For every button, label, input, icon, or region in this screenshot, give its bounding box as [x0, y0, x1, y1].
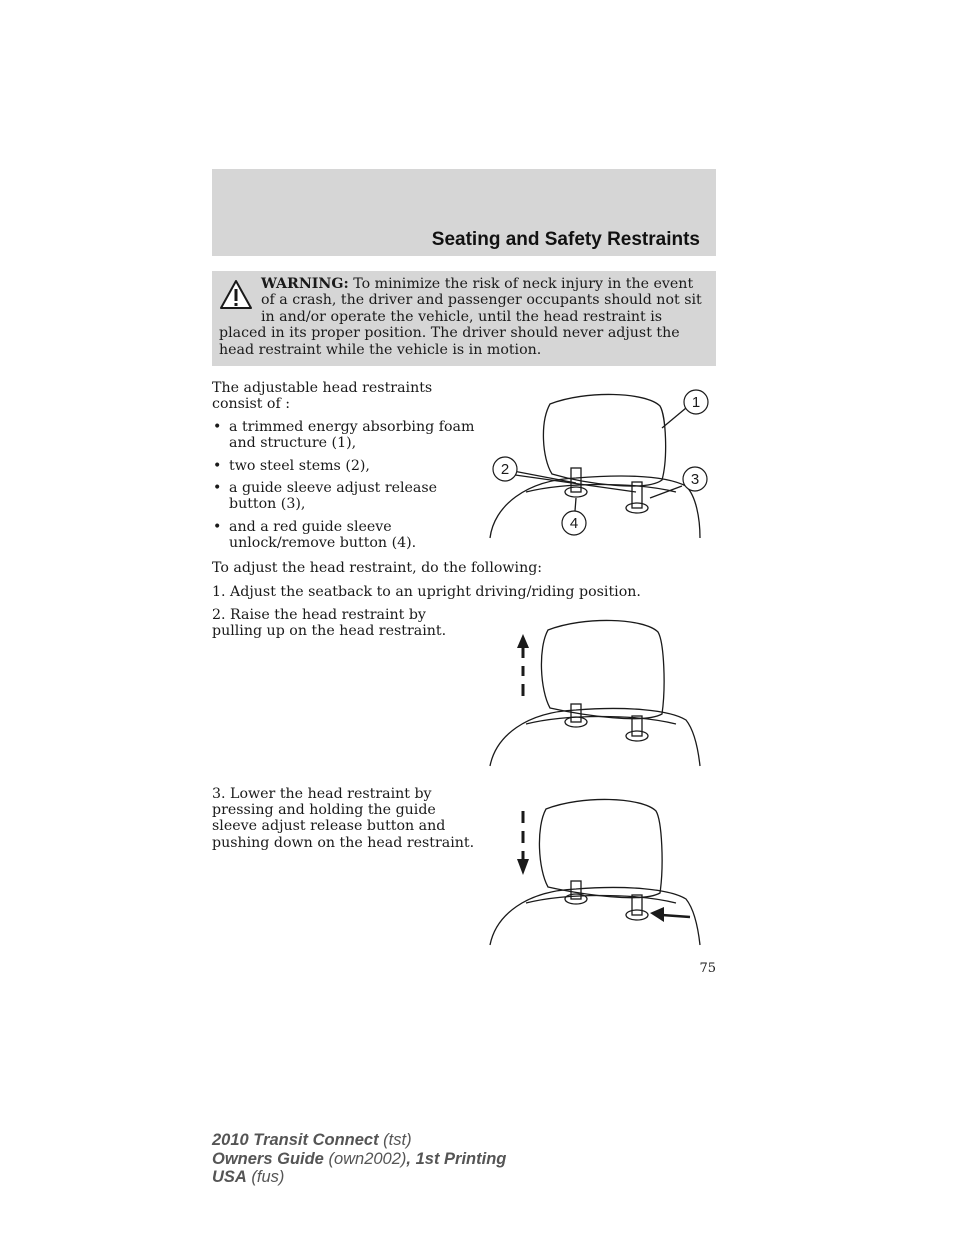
intro-line-2: consist of : — [212, 396, 291, 412]
arrow-down-icon — [517, 859, 529, 875]
warning-box — [212, 271, 716, 366]
callout-label: 3 — [690, 471, 700, 488]
warning-text: To minimize the risk of neck injury in the event of a crash, the driver and passenger occupants should not sit in and/or operate the vehicle, until the head restraint is placed in its proper position. The driver should never adjust the head restraint while the vehicle is in motion. — [219, 276, 702, 358]
list-item: • a trimmed energy absorbing foam and structure (1), — [212, 419, 474, 452]
list-item: • two steel stems (2), — [212, 458, 370, 474]
callout-label: 2 — [500, 461, 510, 478]
warning-triangle-icon — [219, 278, 253, 312]
step-3-line-4: pushing down on the head restraint. — [212, 835, 475, 851]
list-item: • and a red guide sleeve unlock/remove button (4). — [212, 519, 416, 552]
step-2-line-2: pulling up on the head restraint. — [212, 623, 447, 639]
adjust-intro: To adjust the head restraint, do the following: — [212, 560, 543, 576]
list-item: • a guide sleeve adjust release button (3), — [212, 480, 437, 513]
step-2-line-1: 2. Raise the head restraint by — [212, 607, 426, 623]
page-number: 75 — [699, 961, 716, 976]
intro-line-1: The adjustable head restraints — [212, 380, 433, 396]
head-restraint-components-figure — [486, 388, 716, 544]
section-header-band — [212, 169, 716, 256]
raise-head-restraint-figure — [486, 616, 706, 770]
callout-label: 1 — [691, 394, 701, 411]
step-3-line-3: sleeve adjust release button and — [212, 818, 446, 834]
step-3-line-2: pressing and holding the guide — [212, 802, 436, 818]
lower-head-restraint-figure — [486, 795, 706, 949]
arrow-up-icon — [517, 634, 529, 648]
step-3-line-1: 3. Lower the head restraint by — [212, 786, 432, 802]
step-1: 1. Adjust the seatback to an upright driving/riding position. — [212, 584, 641, 600]
footer-imprint: 2010 Transit Connect (tst) Owners Guide (own2002), 1st Printing USA (fus) — [212, 1131, 507, 1186]
warning-label: WARNING: — [261, 276, 349, 292]
section-title: Seating and Safety Restraints — [431, 229, 700, 250]
callout-label: 4 — [569, 515, 579, 532]
press-arrow-icon — [650, 907, 690, 922]
